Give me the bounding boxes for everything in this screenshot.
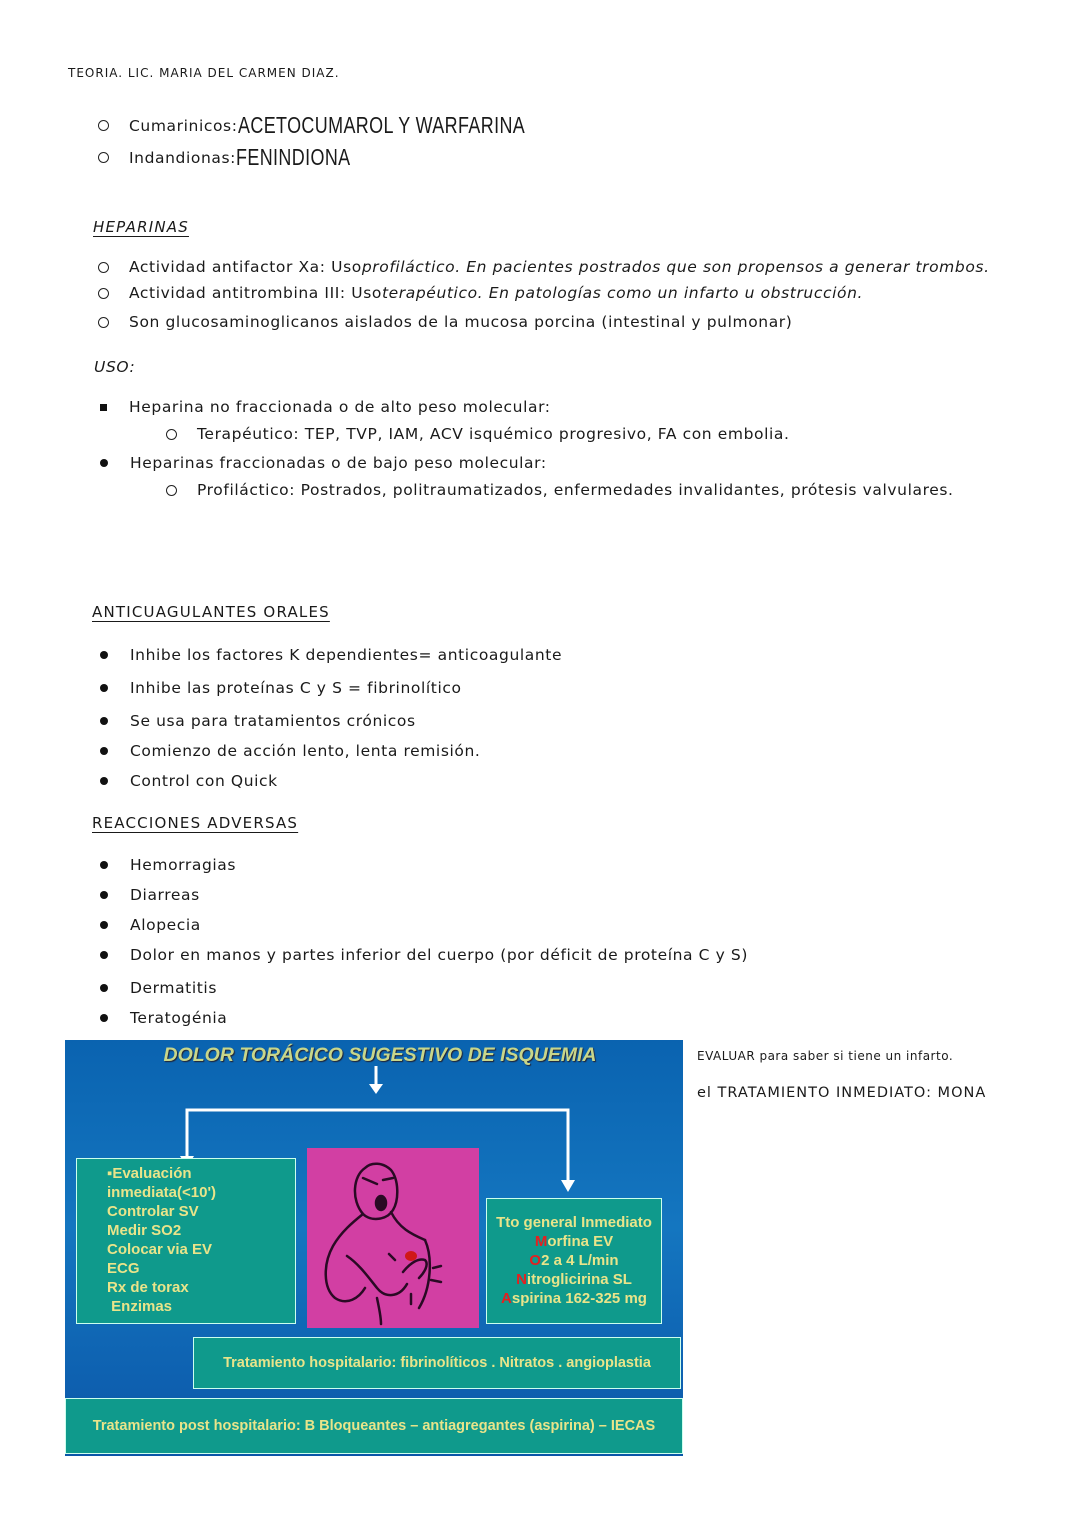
item-text: Son glucosaminoglicanos aislados de la mucosa porcina (intestinal y pulmonar) xyxy=(129,313,793,331)
square-bullet-icon xyxy=(100,404,107,411)
item-text: Heparina no fraccionada o de alto peso molecular: xyxy=(129,398,551,416)
item-italic: terapéutico. En patologías como un infarto u obstrucción. xyxy=(381,284,864,302)
item-text: Inhibe los factores K dependientes= anticoagulante xyxy=(130,646,563,664)
section-title-reacciones: REACCIONES ADVERSAS xyxy=(92,814,299,832)
mona-line xyxy=(487,1270,661,1289)
mona-letter: O xyxy=(529,1252,542,1269)
arrow-down-icon xyxy=(369,1066,383,1094)
bullet-icon xyxy=(100,921,108,929)
bullet-icon xyxy=(100,861,108,869)
note-tratamiento: el TRATAMIENTO INMEDIATO: MONA xyxy=(697,1085,987,1101)
item-text: Control con Quick xyxy=(130,772,278,790)
item-text: Comienzo de acción lento, lenta remisión. xyxy=(130,742,481,760)
post-hospital-treatment-box: Tratamiento post hospitalario: B Bloqueantes – antiagregantes (aspirina) – IECAS xyxy=(65,1398,683,1454)
item-text: Terapéutico: TEP, TVP, IAM, ACV isquémico progresivo, FA con embolia. xyxy=(197,425,790,443)
evaluation-line: ▪Evaluación xyxy=(107,1165,192,1182)
section-title-heparinas: HEPARINAS xyxy=(93,218,189,236)
item-text: Hemorragias xyxy=(130,856,237,874)
hollow-bullet-icon xyxy=(166,485,177,496)
mona-line xyxy=(487,1289,661,1308)
sub-list-item xyxy=(166,425,790,443)
hollow-bullet-icon xyxy=(98,152,109,163)
arrow-down-icon xyxy=(561,1180,575,1192)
evaluation-line: Colocar via EV xyxy=(107,1241,213,1258)
mona-text: itroglicirina SL xyxy=(526,1271,632,1288)
item-value: FENINDIONA xyxy=(236,144,351,170)
list-item xyxy=(100,916,201,934)
list-item xyxy=(98,258,990,276)
list-item xyxy=(100,454,547,472)
uso-label: USO: xyxy=(94,358,136,376)
mona-text: spirina 162-325 mg xyxy=(511,1290,647,1307)
immediate-treatment-box xyxy=(486,1198,662,1324)
list-item xyxy=(100,742,480,760)
evaluation-line: inmediata(<10') xyxy=(107,1184,217,1201)
hollow-bullet-icon xyxy=(98,120,109,131)
list-item xyxy=(98,284,863,302)
person-chest-pain-icon xyxy=(307,1148,479,1328)
item-text: Teratogénia xyxy=(130,1009,228,1027)
sub-list-item xyxy=(166,481,954,499)
bullet-icon xyxy=(100,717,108,725)
section-title-orales: ANTICUAGULANTES ORALES xyxy=(92,603,330,621)
bullet-icon xyxy=(100,747,108,755)
list-item xyxy=(98,144,383,171)
list-item xyxy=(98,112,606,139)
mona-text: 2 a 4 L/min xyxy=(541,1252,619,1269)
list-item xyxy=(100,772,278,790)
list-item xyxy=(100,946,748,964)
mona-line xyxy=(487,1232,661,1251)
bullet-icon xyxy=(100,684,108,692)
chest-pain-illustration xyxy=(307,1148,479,1328)
evaluation-line: ECG xyxy=(107,1260,140,1277)
item-text: Dolor en manos y partes inferior del cuerpo (por déficit de proteína C y S) xyxy=(130,946,749,964)
item-text: Profiláctico: Postrados, politraumatizados, enfermedades invalidantes, prótesis valvulares. xyxy=(197,481,954,499)
item-text: Heparinas fraccionadas o de bajo peso molecular: xyxy=(130,454,547,472)
hollow-bullet-icon xyxy=(98,262,109,273)
list-item xyxy=(100,856,236,874)
item-value: ACETOCUMAROL Y WARFARINA xyxy=(237,112,525,138)
mona-line xyxy=(487,1251,661,1270)
immediate-treatment-title: Tto general Inmediato xyxy=(496,1214,652,1231)
item-text: Actividad antitrombina III: Uso xyxy=(129,284,382,302)
item-text: Diarreas xyxy=(130,886,200,904)
bullet-icon xyxy=(100,651,108,659)
bullet-icon xyxy=(100,984,108,992)
list-item xyxy=(100,979,217,997)
item-text: Alopecia xyxy=(130,916,201,934)
bullet-icon xyxy=(100,459,108,467)
item-text: Se usa para tratamientos crónicos xyxy=(130,712,416,730)
item-text: Inhibe las proteínas C y S = fibrinolítico xyxy=(130,679,462,697)
note-evaluar: EVALUAR para saber si tiene un infarto. xyxy=(697,1049,954,1063)
evaluation-line: Controlar SV xyxy=(107,1203,199,1220)
chest-pain-diagram xyxy=(65,1040,683,1456)
hollow-bullet-icon xyxy=(166,429,177,440)
hollow-bullet-icon xyxy=(98,288,109,299)
bullet-icon xyxy=(100,777,108,785)
bullet-icon xyxy=(100,951,108,959)
mona-letter: A xyxy=(501,1290,512,1307)
diagram-title: DOLOR TORÁCICO SUGESTIVO DE ISQUEMIA xyxy=(163,1044,597,1066)
item-italic: profiláctico. En pacientes postrados que son propensos a generar trombos. xyxy=(361,258,990,276)
evaluation-line: Rx de torax xyxy=(107,1279,189,1296)
page-header: TEORIA. LIC. MARIA DEL CARMEN DIAZ. xyxy=(68,66,340,80)
mona-letter: M xyxy=(534,1233,548,1250)
evaluation-line: Enzimas xyxy=(107,1298,173,1315)
item-label: Cumarinicos: xyxy=(129,116,238,135)
list-item xyxy=(100,1009,227,1027)
hospital-treatment-box: Tratamiento hospitalario: fibrinolíticos . Nitratos . angioplastia xyxy=(193,1337,681,1389)
list-item xyxy=(100,886,200,904)
list-item xyxy=(100,679,462,697)
hollow-bullet-icon xyxy=(98,317,109,328)
evaluation-line: Medir SO2 xyxy=(107,1222,182,1239)
list-item xyxy=(98,313,792,331)
item-text: Dermatitis xyxy=(130,979,218,997)
list-item xyxy=(100,398,551,416)
mona-letter: N xyxy=(516,1271,527,1288)
list-item xyxy=(100,712,416,730)
list-item xyxy=(100,646,562,664)
item-label: Indandionas: xyxy=(129,148,237,167)
evaluation-box xyxy=(76,1158,296,1324)
bullet-icon xyxy=(100,1014,108,1022)
mona-text: orfina EV xyxy=(547,1233,614,1250)
item-text: Actividad antifactor Xa: Uso xyxy=(129,258,362,276)
bullet-icon xyxy=(100,891,108,899)
